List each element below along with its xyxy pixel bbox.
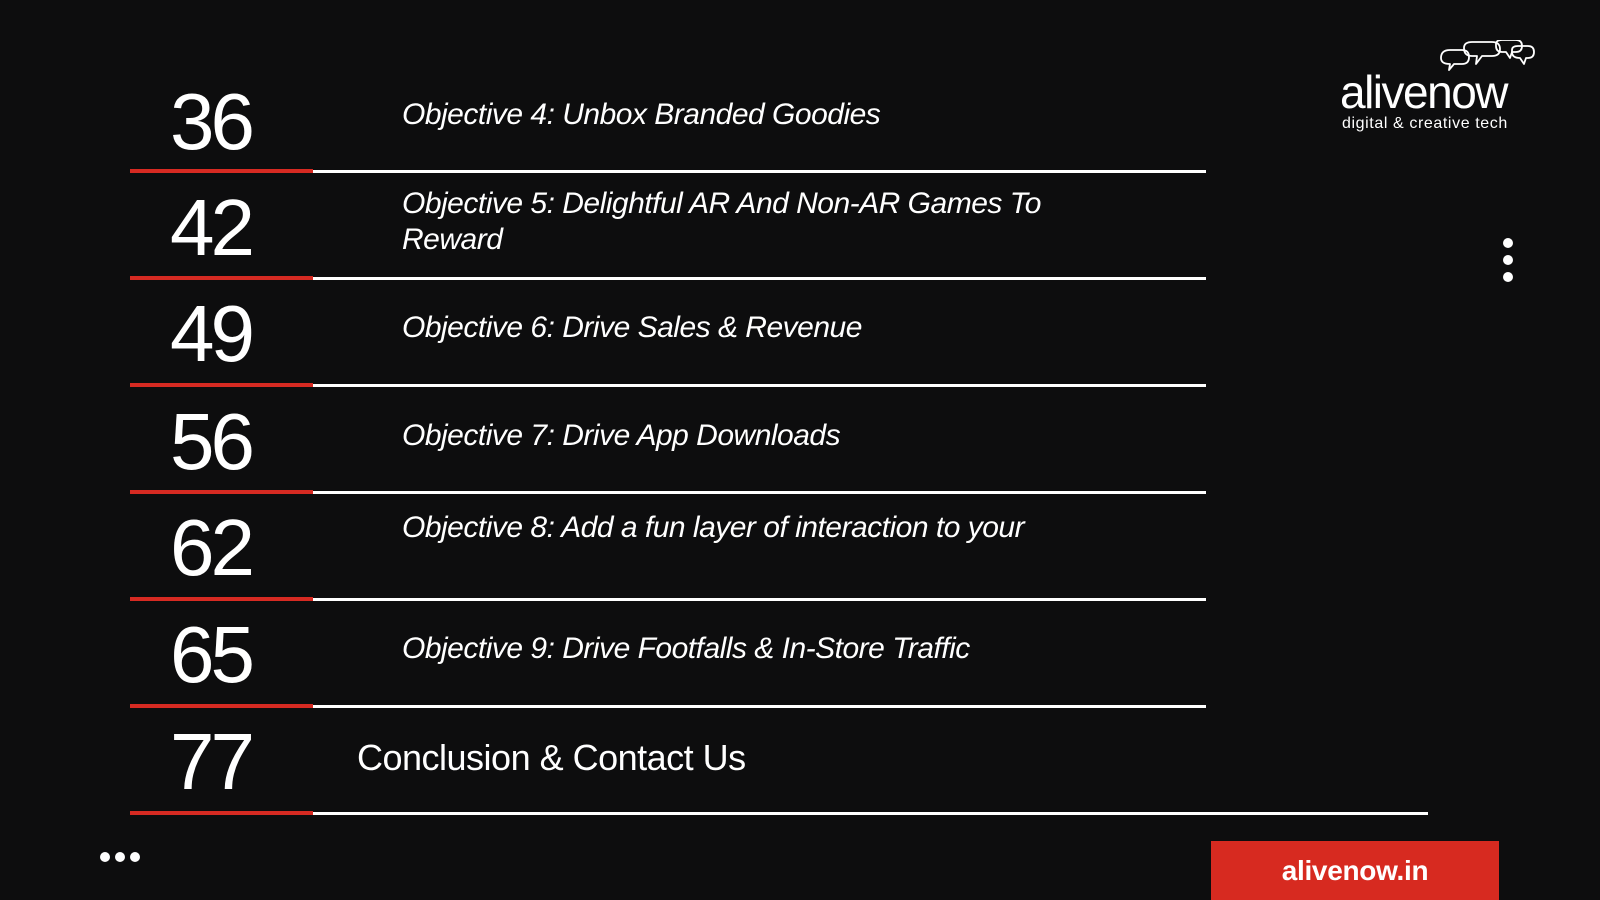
toc-row-objective-6[interactable] xyxy=(130,286,1210,386)
toc-page-number: 77 xyxy=(170,717,251,806)
toc-row-conclusion[interactable] xyxy=(130,714,1430,814)
toc-title: Objective 8: Add a fun layer of interaction to your xyxy=(402,511,1025,544)
toc-page-number: 49 xyxy=(170,289,251,378)
menu-dot xyxy=(1503,272,1513,282)
toc-row-objective-8[interactable] xyxy=(130,500,1210,600)
toc-divider xyxy=(313,277,1206,280)
toc-page-number: 42 xyxy=(170,183,251,272)
toc-divider-accent xyxy=(130,490,313,494)
toc-title: Objective 5: Delightful AR And Non-AR Games To Reward xyxy=(402,187,1041,256)
vertical-ellipsis-icon[interactable] xyxy=(1496,238,1520,288)
toc-divider xyxy=(313,384,1206,387)
toc-page-number: 62 xyxy=(170,503,251,592)
toc-row-objective-4[interactable] xyxy=(130,74,1210,174)
toc-page-number: 56 xyxy=(170,397,251,486)
toc-divider-accent xyxy=(130,704,313,708)
toc-page-number: 65 xyxy=(170,610,251,699)
alivenow-logo xyxy=(1340,40,1540,135)
toc-title: Conclusion & Contact Us xyxy=(357,737,746,778)
website-link-button[interactable]: alivenow.in xyxy=(1211,841,1499,900)
logo-tagline: digital & creative tech xyxy=(1342,115,1508,132)
toc-row-objective-9[interactable] xyxy=(130,607,1210,707)
menu-dot xyxy=(1503,255,1513,265)
horizontal-ellipsis-icon[interactable] xyxy=(100,852,150,866)
toc-page-number: 36 xyxy=(170,77,251,166)
toc-divider xyxy=(313,491,1206,494)
toc-title: Objective 6: Drive Sales & Revenue xyxy=(402,311,862,344)
toc-title: Objective 7: Drive App Downloads xyxy=(402,419,841,452)
toc-divider xyxy=(313,812,1428,815)
logo-wordmark: alivenow xyxy=(1340,66,1507,118)
toc-divider-accent xyxy=(130,597,313,601)
menu-dot xyxy=(130,852,140,862)
toc-divider-accent xyxy=(130,811,313,815)
toc-row-objective-5[interactable] xyxy=(130,180,1210,280)
toc-divider xyxy=(313,598,1206,601)
menu-dot xyxy=(100,852,110,862)
toc-divider xyxy=(313,705,1206,708)
toc-divider-accent xyxy=(130,169,313,173)
toc-divider xyxy=(313,170,1206,173)
menu-dot xyxy=(115,852,125,862)
toc-title: Objective 4: Unbox Branded Goodies xyxy=(402,98,881,131)
toc-divider-accent xyxy=(130,276,313,280)
toc-row-objective-7[interactable] xyxy=(130,394,1210,494)
toc-divider-accent xyxy=(130,383,313,387)
menu-dot xyxy=(1503,238,1513,248)
toc-title: Objective 9: Drive Footfalls & In-Store Traffic xyxy=(402,632,970,665)
